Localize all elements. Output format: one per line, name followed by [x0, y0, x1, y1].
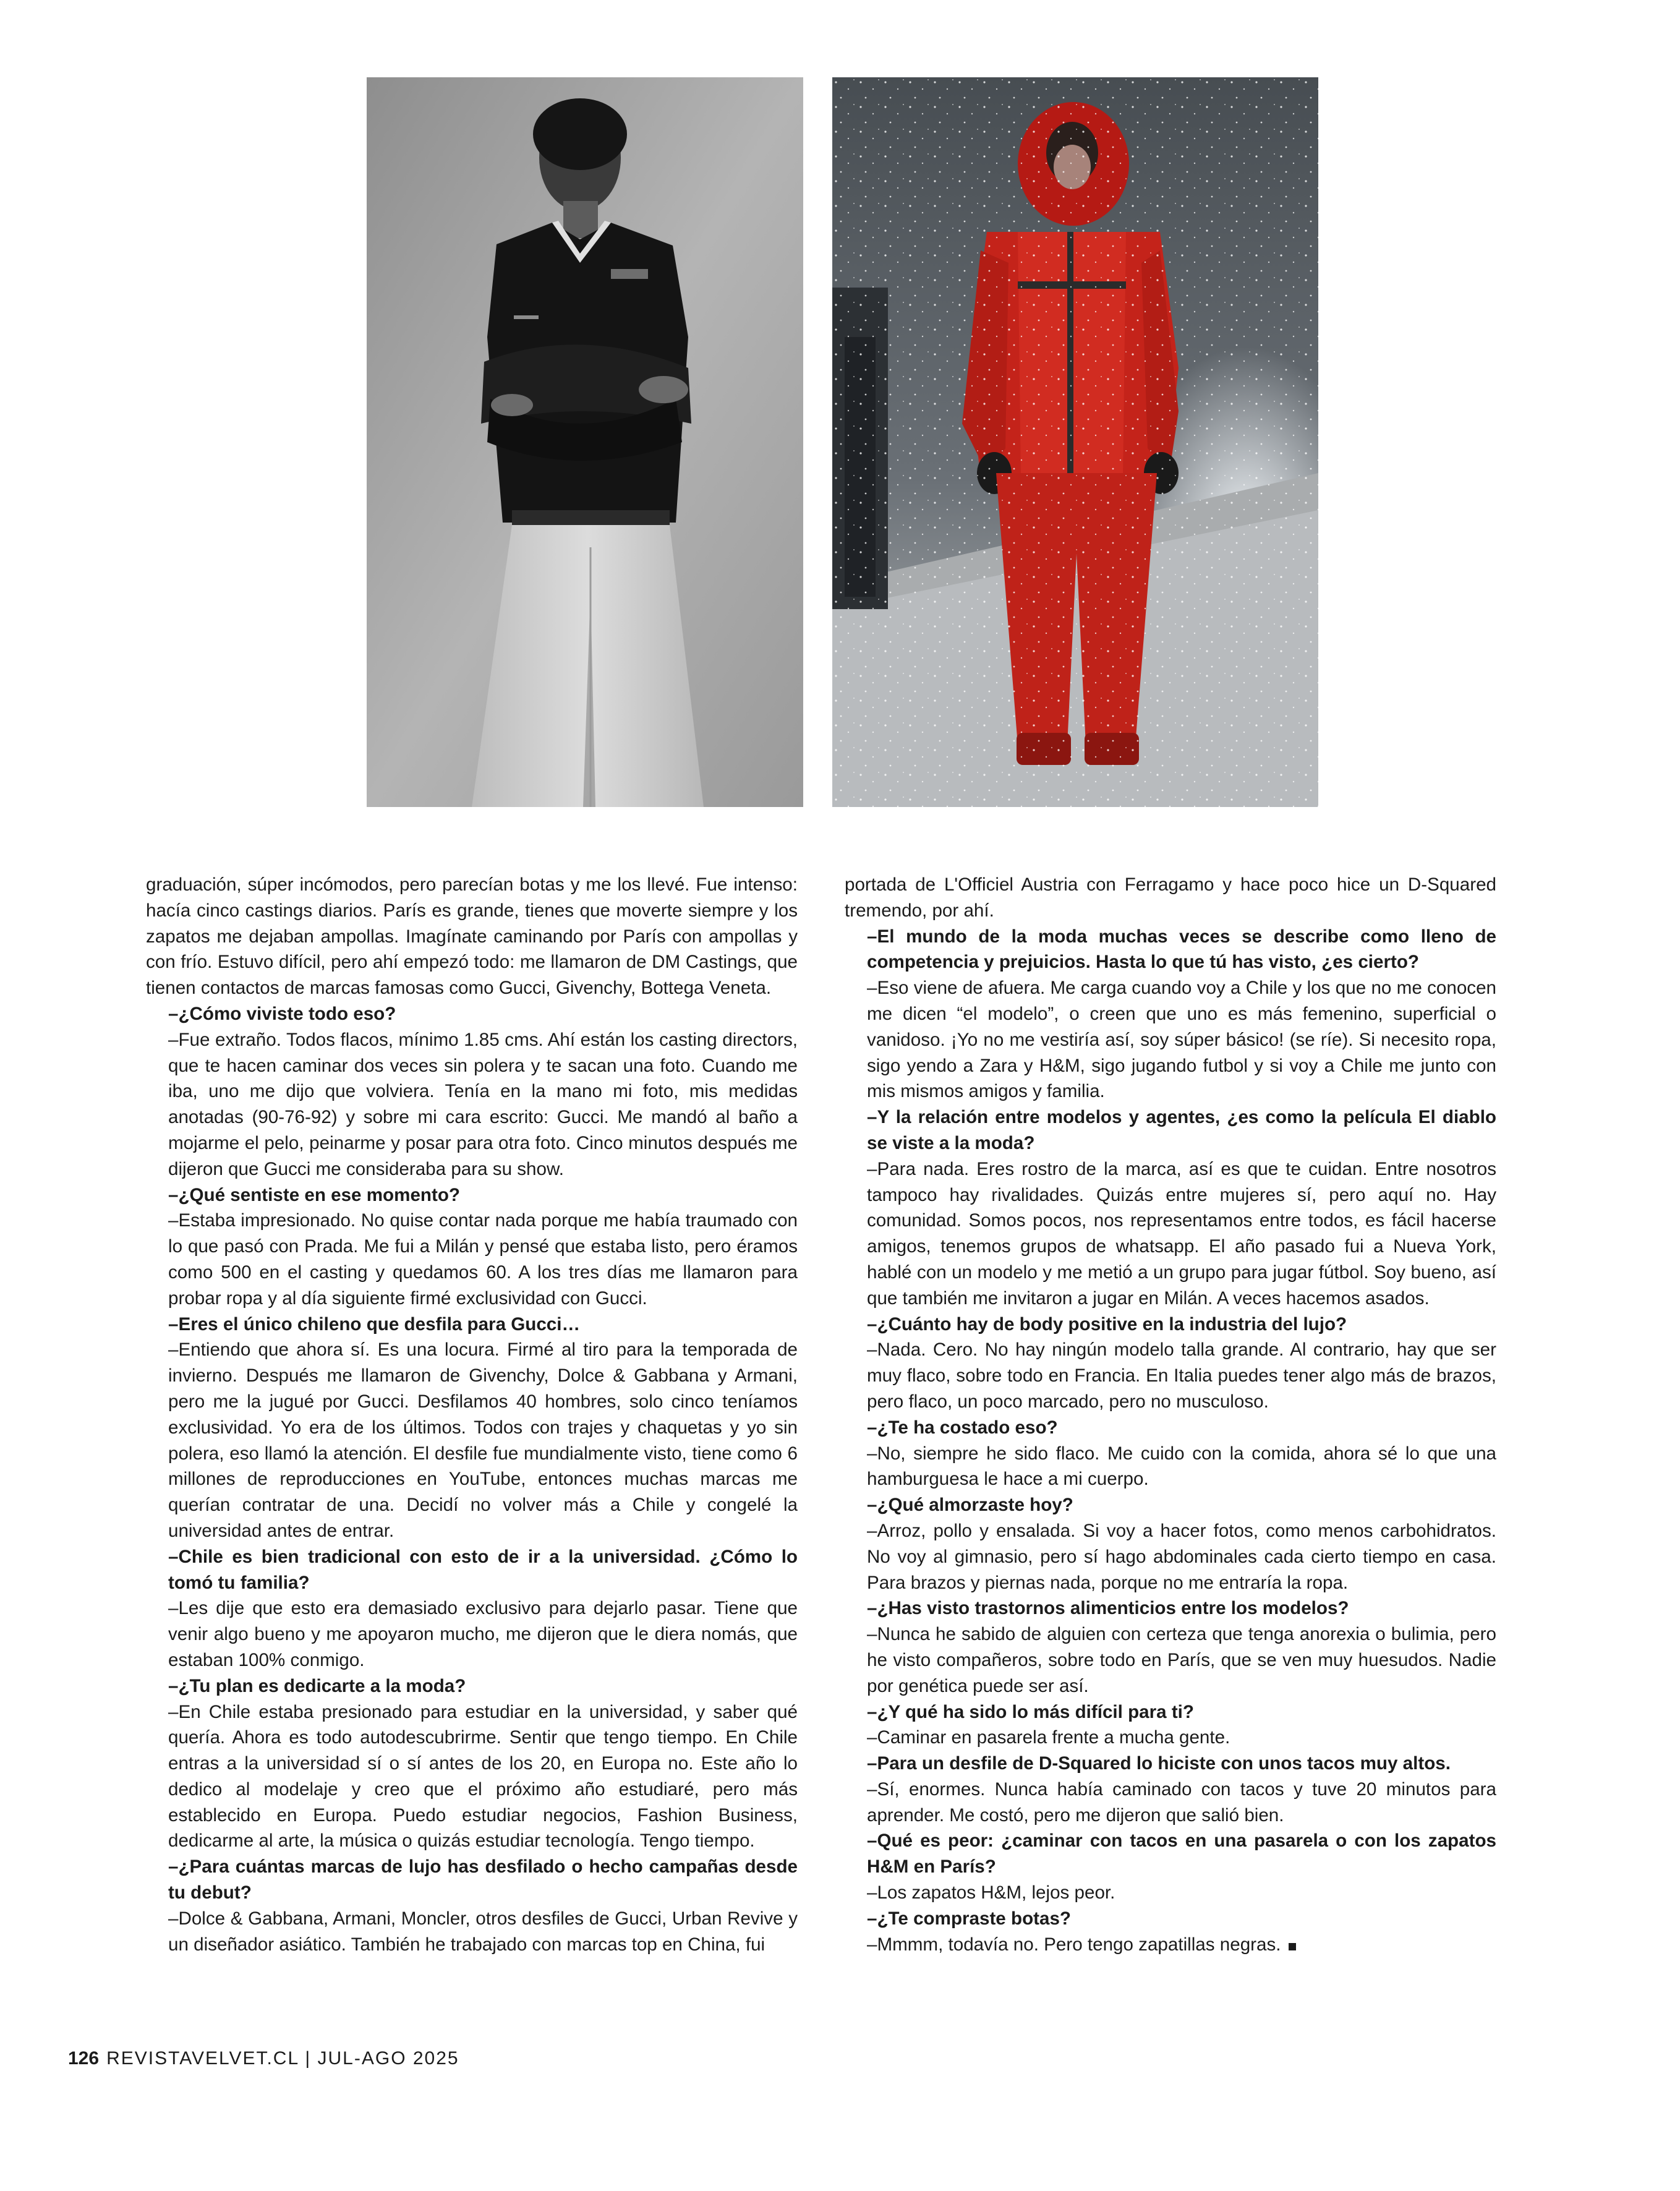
interview-question	[845, 1828, 1496, 1880]
paragraph-text: –Estaba impresionado. No quise contar nada porque me había traumado con lo que pasó con Prada. Me fui a Milán y pensé que estaba listo, pero éramos como 500 en el casting y quedamos 60. A los tres días me llamaron para probar ropa y al día siguiente firmé exclusividad con Gucci.	[168, 1210, 798, 1309]
interview-question	[146, 1312, 798, 1338]
interview-question	[845, 1906, 1496, 1932]
publication-line: REVISTAVELVET.CL | JUL-AGO 2025	[106, 2048, 459, 2069]
interview-answer	[146, 1699, 798, 1855]
paragraph-text: –¿Para cuántas marcas de lujo has desfilado o hecho campañas desde tu debut?	[168, 1856, 798, 1903]
runway-snow-photo	[832, 77, 1318, 807]
interview-answer	[146, 1208, 798, 1311]
interview-answer	[845, 1441, 1496, 1493]
paragraph-text: –Nada. Cero. No hay ningún modelo talla grande. Al contrario, hay que ser muy flaco, sobre todo en Francia. En Italia puedes tener algo más de brazos, pero flaco, un poco marcado, pero no musculoso.	[867, 1339, 1496, 1412]
paragraph-text: portada de L'Officiel Austria con Ferragamo y hace poco hice un D-Squared tremendo, por ahí.	[845, 874, 1496, 921]
paragraph-text: –Eres el único chileno que desfila para Gucci…	[168, 1313, 581, 1335]
interview-question	[146, 1182, 798, 1208]
paragraph-text: –¿Te ha costado eso?	[867, 1417, 1058, 1438]
paragraph-text: –Dolce & Gabbana, Armani, Moncler, otros desfiles de Gucci, Urban Revive y un diseñador asiático. También he trabajado con marcas top en China, fui	[168, 1908, 798, 1955]
paragraph-text: –¿Has visto trastornos alimenticios entre los modelos?	[867, 1598, 1349, 1619]
paragraph-text: –Chile es bien tradicional con esto de ir a la universidad. ¿Cómo lo tomó tu familia?	[168, 1546, 798, 1593]
interview-question	[146, 1673, 798, 1699]
interview-question	[845, 1595, 1496, 1621]
right-text-column	[845, 872, 1496, 1957]
interview-question	[845, 1699, 1496, 1725]
paragraph-text: –¿Cuánto hay de body positive en la industria del lujo?	[867, 1313, 1347, 1335]
interview-question	[146, 1854, 798, 1906]
paragraph-text: –Les dije que esto era demasiado exclusivo para dejarlo pasar. Tiene que venir algo bueno y me apoyaron mucho, me dijeron que le diera nomás, que estaban 100% conmigo.	[168, 1598, 798, 1670]
paragraph-text: graduación, súper incómodos, pero parecían botas y me los llevé. Fue intenso: hacía cinco castings diarios. París es grande, tienes que moverte siempre y los zapatos me dejaban ampollas. Imagínate caminando por París con ampollas y con frío. Estuvo difícil, pero ahí empezó todo: me llamaron de DM Castings, que tienen contactos de marcas famosas como Gucci, Givenchy, Bottega Veneta.	[146, 874, 798, 999]
interview-answer	[146, 872, 798, 1001]
interview-answer	[845, 1337, 1496, 1414]
interview-answer	[845, 872, 1496, 924]
paragraph-text: –¿Tu plan es dedicarte a la moda?	[168, 1675, 466, 1696]
paragraph-text: –Eso viene de afuera. Me carga cuando voy a Chile y los que no me conocen me dicen “el modelo”, o creen que uno es más femenino, superficial o vanidoso. ¡Yo no me vestiría así, soy súper básico! (se ríe). Si necesito ropa, sigo yendo a Zara y H&M, sigo jugando futbol y si voy a Chile me junto con mis mismos amigos y familia.	[867, 978, 1496, 1102]
paragraph-text: –Sí, enormes. Nunca había caminado con tacos y tuve 20 minutos para aprender. Me costó, pero me dijeron que salió bien.	[867, 1779, 1496, 1826]
interview-answer	[146, 1906, 798, 1958]
paragraph-text: –En Chile estaba presionado para estudiar en la universidad, y saber qué quería. Ahora es todo autodescubrirme. Sentir que tengo tiempo. En Chile entras a la universidad sí o sí antes de los 20, en Europa no. Este año lo dedico al modelaje y creo que el próximo año estudiaré, pero más establecido en Europa. Puedo estudiar negocios, Fashion Business, dedicarme al arte, la música o quizás estudiar tecnología. Tengo tiempo.	[168, 1701, 798, 1851]
interview-question	[845, 1104, 1496, 1156]
paragraph-text: –¿Qué sentiste en ese momento?	[168, 1184, 460, 1205]
left-text-column	[146, 872, 798, 1957]
paragraph-text: –Entiendo que ahora sí. Es una locura. Firmé al tiro para la temporada de invierno. Después me llamaron de Givenchy, Dolce & Gabbana y Armani, pero me la jugué por Gucci. Desfilamos 40 hombres, solo cinco teníamos exclusividad. Yo era de los últimos. Todos con trajes y chaquetas y yo sin polera, eso llamó la atención. El desfile fue mundialmente visto, tiene como 6 millones de reproducciones en YouTube, entonces muchas marcas me querían contratar de una. Decidí no volver más a Chile y congelé la universidad antes de entrar.	[168, 1339, 798, 1541]
interview-answer	[845, 1725, 1496, 1751]
interview-answer	[845, 1777, 1496, 1829]
paragraph-text: –Para nada. Eres rostro de la marca, así es que te cuidan. Entre nosotros tampoco hay rivalidades. Quizás entre mujeres sí, pero aquí no. Hay comunidad. Somos pocos, nos representamos entre todos, es fácil hacerse amigos, tenemos grupos de whatsapp. El año pasado fui a Nueva York, hablé con un modelo y me metió a un grupo para jugar fútbol. Soy bueno, así que también me invitaron a jugar en Milán. A veces hacemos asados.	[867, 1158, 1496, 1309]
interview-answer	[845, 1156, 1496, 1312]
paragraph-text: –¿Qué almorzaste hoy?	[867, 1495, 1073, 1516]
paragraph-text: –Qué es peor: ¿caminar con tacos en una pasarela o con los zapatos H&M en París?	[867, 1830, 1496, 1877]
paragraph-text: –Mmmm, todavía no. Pero tengo zapatillas negras.	[867, 1934, 1281, 1955]
paragraph-text: –Fue extraño. Todos flacos, mínimo 1.85 cms. Ahí están los casting directors, que te hacen caminar dos veces sin polera y te sacan una foto. Cuando me iba, uno me dijo que volviera. Tenía en la mano mi foto, mis medidas anotadas (90-76-92) y sobre mi cara escrito: Gucci. Me mandó al baño a mojarme el pelo, peinarme y posar para otra foto. Cinco minutos después me dijeron que Gucci me consideraba para su show.	[168, 1029, 798, 1179]
page-folio	[68, 2048, 459, 2069]
paragraph-text: –Arroz, pollo y ensalada. Si voy a hacer fotos, como menos carbohidratos. No voy al gimnasio, pero sí hago abdominales cada cierto tiempo en casa. Para brazos y piernas nada, porque no me entraría la ropa.	[867, 1520, 1496, 1593]
interview-question	[845, 1312, 1496, 1338]
paragraph-text: –¿Y qué ha sido lo más difícil para ti?	[867, 1701, 1194, 1722]
interview-answer	[845, 975, 1496, 1104]
interview-question	[845, 1492, 1496, 1518]
interview-question	[845, 1751, 1496, 1777]
paragraph-text: –El mundo de la moda muchas veces se describe como lleno de competencia y prejuicios. Hasta lo que tú has visto, ¿es cierto?	[867, 926, 1496, 973]
paragraph-text: –Y la relación entre modelos y agentes, ¿es como la película El diablo se viste a la moda?	[867, 1107, 1496, 1153]
interview-question	[146, 1544, 798, 1596]
interview-question	[845, 1415, 1496, 1441]
interview-answer	[146, 1337, 798, 1544]
interview-question	[845, 924, 1496, 976]
paragraph-text: –¿Te compraste botas?	[867, 1908, 1071, 1929]
interview-answer	[845, 1880, 1496, 1906]
interview-answer	[146, 1595, 798, 1673]
paragraph-text: –Para un desfile de D-Squared lo hiciste con unos tacos muy altos.	[867, 1753, 1451, 1774]
interview-answer	[845, 1932, 1496, 1958]
interview-answer	[845, 1518, 1496, 1595]
end-of-article-mark	[1289, 1943, 1296, 1950]
model-portrait-photo	[367, 77, 803, 807]
paragraph-text: –No, siempre he sido flaco. Me cuido con la comida, ahora sé lo que una hamburguesa le hace a mi cuerpo.	[867, 1443, 1496, 1490]
interview-answer	[845, 1621, 1496, 1699]
paragraph-text: –Los zapatos H&M, lejos peor.	[867, 1882, 1115, 1903]
interview-question	[146, 1001, 798, 1027]
paragraph-text: –Nunca he sabido de alguien con certeza que tenga anorexia o bulimia, pero he visto compañeros, sobre todo en París, que se ven muy huesudos. Nadie por genética puede ser así.	[867, 1624, 1496, 1696]
interview-answer	[146, 1027, 798, 1182]
paragraph-text: –¿Cómo viviste todo eso?	[168, 1003, 396, 1024]
paragraph-text: –Caminar en pasarela frente a mucha gente.	[867, 1727, 1230, 1748]
page-number: 126	[68, 2048, 100, 2069]
